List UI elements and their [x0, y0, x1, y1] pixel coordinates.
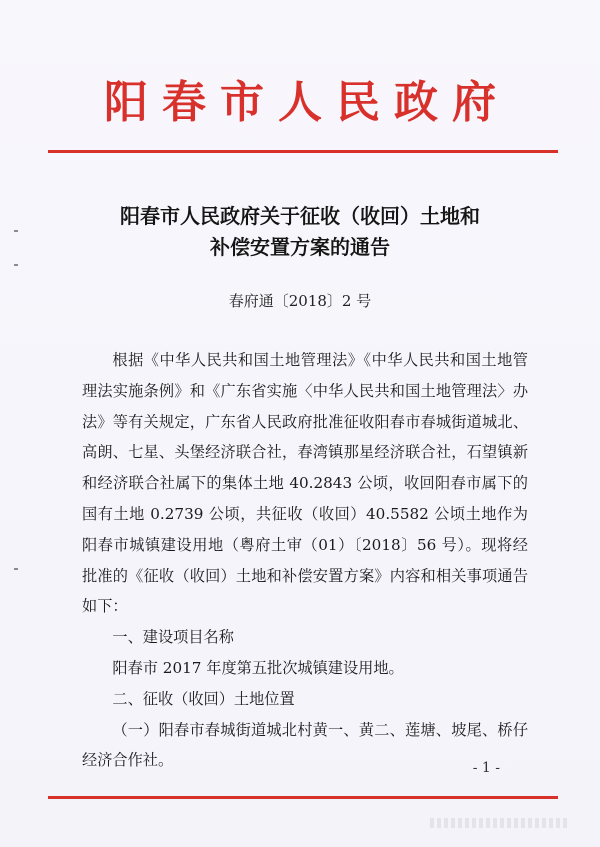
notice-title-line-2: 补偿安置方案的通告: [210, 235, 390, 259]
notice-body: [82, 345, 528, 776]
body-paragraph-land-location-1: （一）阳春市春城街道城北村黄一、黄二、莲塘、坡尾、桥仔经济合作社。: [82, 720, 528, 770]
page-number: - 1 -: [472, 760, 500, 776]
body-paragraph-intro: 根据《中华人民共和国土地管理法》《中华人民共和国土地管理法实施条例》和《广东省实施〈中华人民共和国土地管理法〉办法》等有关规定，广东省人民政府批准征收阳春市春城街道城北、高朗、七星、头堡经济联合社，春湾镇那星经济联合社，石望镇新和经济联合社属下的集体土地 40.2843 公顷，收回阳春市属下的国有土地 0.2739 公顷，共征收（收回）40.5582 公顷土地作为阳春市城镇建设用地（粤府土审（01）〔2018〕56 号）。现将经批准的《征收（收回）土地和补偿安置方案》内容和相关事项通告如下：: [82, 351, 528, 616]
body-paragraph-project-name: 阳春市 2017 年度第五批次城镇建设用地。: [112, 658, 404, 677]
section-heading-land-location: 二、征收（收回）土地位置: [112, 689, 295, 708]
scan-watermark: [430, 818, 570, 828]
header-red-rule: [48, 150, 558, 153]
scan-binding-marks: [14, 230, 20, 570]
issuing-authority-title: 阳春市人民政府: [104, 77, 510, 128]
notice-title: [0, 201, 600, 263]
notice-title-line-1: 阳春市人民政府关于征收（收回）土地和: [120, 204, 480, 228]
footer-red-rule: [48, 796, 558, 799]
document-number: 春府通〔2018〕2 号: [228, 292, 372, 310]
section-heading-project-name: 一、建设项目名称: [112, 628, 234, 647]
